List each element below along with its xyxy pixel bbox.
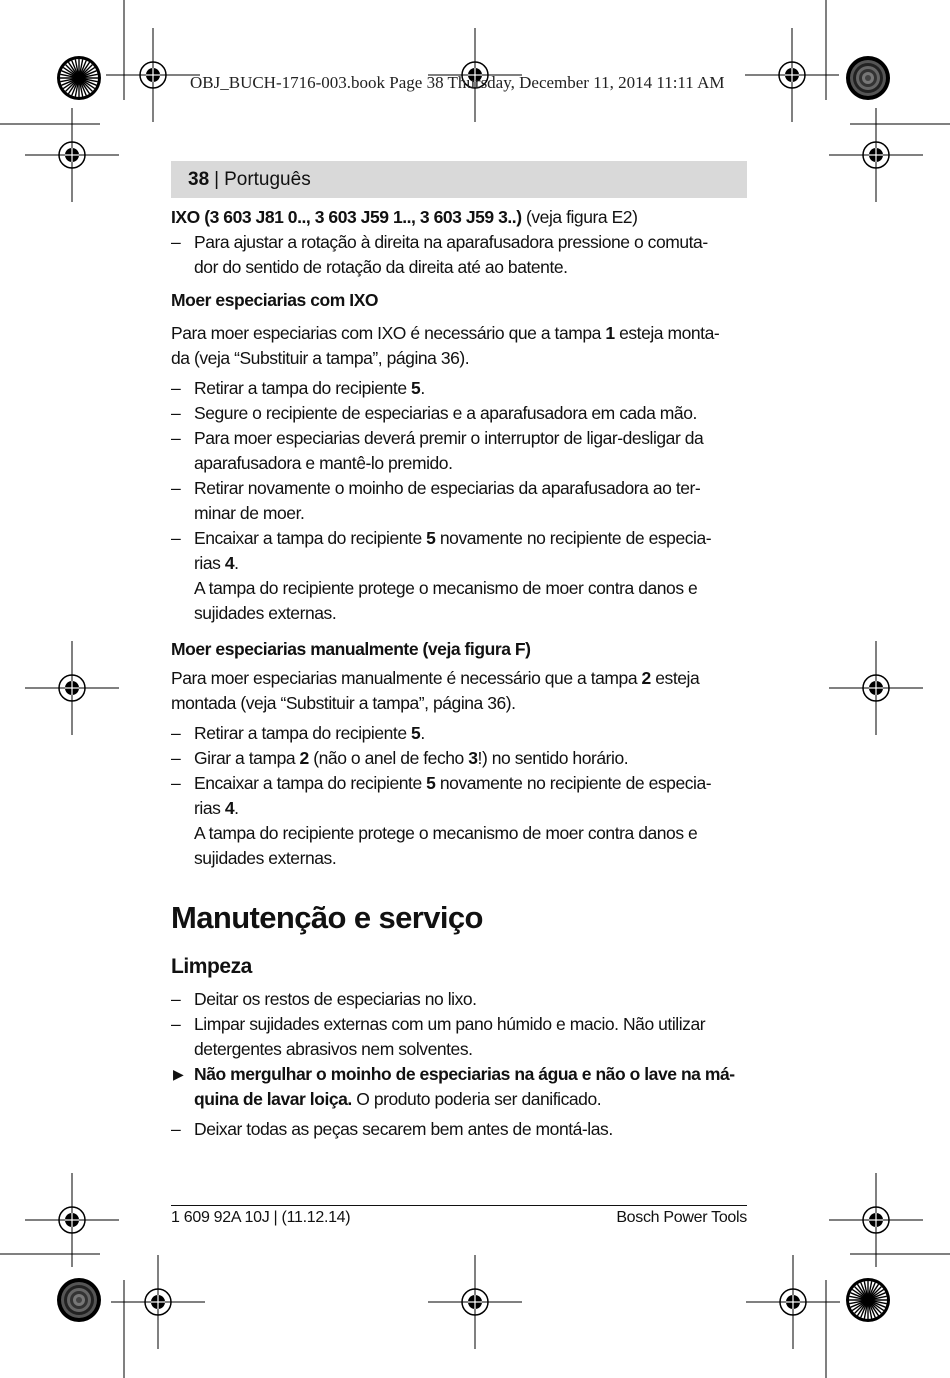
list-item: – Segure o recipiente de especiarias e a aparafusadora em cada mão. [171, 401, 749, 426]
list-item: – Retirar novamente o moinho de especiarias da aparafusadora ao ter- minar de moer. [171, 476, 749, 526]
list-item: – Para ajustar a rotação à direita na aparafusadora pressione o comuta- dor do sentido de rotação da direita até ao batente. [171, 230, 749, 280]
header-separator: | [214, 168, 220, 190]
list-item: – Encaixar a tampa do recipiente 5 novamente no recipiente de especia- rias 4. [171, 526, 749, 576]
print-slug-line: OBJ_BUCH-1716-003.book Page 38 Thursday, December 11, 2014 11:11 AM [190, 73, 725, 92]
footer-brand: Bosch Power Tools [616, 1209, 747, 1226]
page-header-bar [171, 161, 747, 198]
list-item: – Retirar a tampa do recipiente 5. [171, 721, 749, 746]
list-item: – Limpar sujidades externas com um pano húmido e macio. Não utilizar detergentes abrasivos nem solventes. [171, 1012, 749, 1062]
list-item: – Para moer especiarias deverá premir o interruptor de ligar-desligar da aparafusadora e mantê-lo premido. [171, 426, 749, 476]
warning-item: ▶ Não mergulhar o moinho de especiarias na água e não o lave na má- quina de lavar loiça. O produto poderia ser danificado. [173, 1064, 735, 1109]
section-moer-ixo-heading: Moer especiarias com IXO [171, 290, 379, 310]
list-item: – Deitar os restos de especiarias no lixo. [171, 987, 749, 1012]
list-item: – Encaixar a tampa do recipiente 5 novamente no recipiente de especia- rias 4. [171, 771, 749, 821]
list-item: – Girar a tampa 2 (não o anel de fecho 3!) no sentido horário. [171, 746, 749, 771]
list-item-note: A tampa do recipiente protege o mecanismo de moer contra danos e sujidades externas. [194, 823, 698, 868]
page-number: 38 [188, 168, 210, 190]
section-ixo-heading: IXO (3 603 J81 0.., 3 603 J59 1.., 3 603 J59 3..) (veja figura E2) [171, 207, 638, 227]
page-footer [171, 1209, 747, 1227]
header-language: Português [224, 168, 311, 190]
paragraph: Para moer especiarias com IXO é necessário que a tampa 1 esteja monta- da (veja “Substituir a tampa”, página 36). [171, 323, 720, 368]
section-moer-manual-heading: Moer especiarias manualmente (veja figura F) [171, 639, 531, 659]
list-item-note: A tampa do recipiente protege o mecanismo de moer contra danos e sujidades externas. [194, 578, 698, 623]
page-body [171, 205, 749, 1142]
list-item: – Deixar todas as peças secarem bem antes de montá-las. [171, 1117, 749, 1142]
list-item: – Retirar a tampa do recipiente 5. [171, 376, 749, 401]
subsection-heading: Limpeza [171, 955, 252, 978]
paragraph: Para moer especiarias manualmente é necessário que a tampa 2 esteja montada (veja “Substituir a tampa”, página 36). [171, 668, 700, 713]
chapter-heading: Manutenção e serviço [171, 900, 483, 935]
footer-rule [171, 1205, 747, 1206]
footer-doc-id: 1 609 92A 10J | (11.12.14) [171, 1209, 351, 1226]
triangle-bullet-icon: ▶ [173, 1066, 184, 1082]
